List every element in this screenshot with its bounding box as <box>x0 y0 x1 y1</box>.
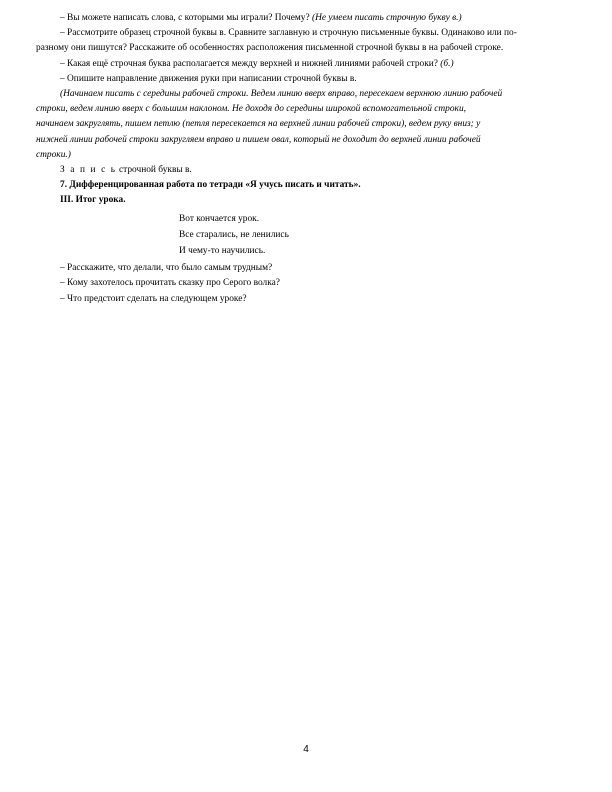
question-3-answer: (б.) <box>440 58 454 69</box>
question-2-line-2: разному они пишутся? Расскажите об особенностях расположения письменной строчной буквы в на рабочей строке. <box>36 43 504 54</box>
instruction-line-3: начинаем закруглять, пишем петлю (петля пересекается на верхней линии рабочей строки), ведем руку вниз; у <box>36 119 481 130</box>
question-1 <box>36 11 576 26</box>
poem-line: Все старались, не ленились <box>179 229 289 240</box>
document-body <box>36 11 576 307</box>
instruction-line-2: строки, ведем линию вверх с большим наклоном. Не доходя до середины широкой вспомогательной строки, <box>36 104 466 115</box>
question-1-text: – Вы можете написать слова, с которыми мы играли? Почему? <box>60 13 310 23</box>
instruction-line-4: нижней линии рабочей строки закругляем вправо и пишем овал, который не доходит до верхней линии рабочей <box>36 134 481 145</box>
question-3 <box>36 57 576 72</box>
question-2-line-1: – Рассмотрите образец строчной буквы в. Сравните заглавную и строчную письменные буквы. Одинаково или по- <box>60 28 517 39</box>
writing-step <box>36 163 576 178</box>
question-4: – Опишите направление движения руки при написании строчной буквы в. <box>60 73 357 84</box>
closing-question: – Расскажите, что делали, что было самым трудным? <box>60 263 273 274</box>
question-3-text: – Какая ещё строчная буква располагается между верхней и нижней линиями рабочей строки? <box>60 58 438 69</box>
page-number: 4 <box>303 744 309 755</box>
section-3-heading: III. Итог урока. <box>60 195 126 206</box>
section-7-heading: 7. Дифференцированная работа по тетради «Я учусь писать и читать». <box>60 180 361 191</box>
writing-step-text: строчной буквы в. <box>119 165 192 176</box>
question-1-answer: (Не умеем писать строчную букву в.) <box>311 13 462 23</box>
instruction-line-1: (Начинаем писать с середины рабочей строки. Ведем линию вверх вправо, пересекаем верхнюю линию рабочей <box>60 89 503 100</box>
writing-step-label: З а п и с ь <box>60 165 117 176</box>
closing-question: – Кому захотелось прочитать сказку про Серого волка? <box>60 278 280 289</box>
poem-line: И чему-то научились. <box>179 246 266 257</box>
instruction-line-5: строки.) <box>36 149 71 160</box>
closing-question: – Что предстоит сделать на следующем уроке? <box>60 293 247 304</box>
poem-line: Вот кончается урок. <box>179 213 260 224</box>
poem <box>179 211 576 260</box>
